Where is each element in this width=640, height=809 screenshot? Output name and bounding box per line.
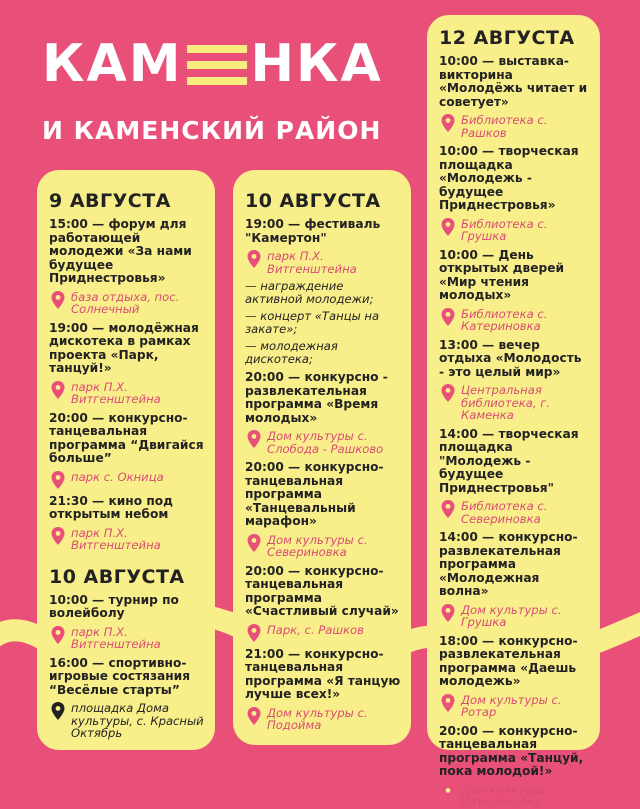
map-pin-icon	[247, 250, 261, 268]
event-location	[49, 291, 205, 316]
event-location	[439, 784, 590, 809]
map-pin-icon	[247, 707, 261, 725]
location-text: парк с. Окница	[71, 469, 164, 484]
map-pin-icon	[441, 114, 455, 132]
location-text: Библиотека с. Севериновка	[461, 499, 548, 526]
day-heading: 12 АВГУСТА	[439, 27, 575, 49]
day-heading: 10 АВГУСТА	[245, 190, 381, 212]
event-title: 15:00 — форум для работающей молодежи «За нами будущее Приднестровья»	[49, 217, 192, 285]
location-text: Дом культуры, с. Катериновка	[461, 782, 566, 809]
event-location	[439, 384, 590, 422]
map-pin-icon	[441, 604, 455, 622]
event-title: 10:00 — выставка-викторина «Молодёжь читает и советует»	[439, 54, 588, 109]
location-text: парк П.Х. Витгенштейна	[71, 624, 161, 651]
event-location	[439, 500, 590, 525]
program-item: — концерт «Танцы на закате»;	[245, 309, 380, 336]
event-title: 14:00 — конкурсно-развлекательная программа «Молодежная волна»	[439, 530, 578, 598]
event-location	[245, 707, 401, 732]
event-location	[439, 604, 590, 629]
schedule-card-aug-9	[37, 170, 215, 750]
event-title: 21:00 — конкурсно-танцевальная программа «Я танцую лучше всех!»	[245, 646, 401, 701]
event-title: 10:00 — творческая площадка «Молодежь - будущее Приднестровья»	[439, 144, 579, 212]
map-pin-icon	[51, 527, 65, 545]
map-pin-icon	[441, 694, 455, 712]
location-text: Дом культуры с. Ротар	[461, 692, 562, 719]
location-text: Парк, с. Рашков	[267, 622, 364, 637]
map-pin-icon	[441, 308, 455, 326]
event-location	[49, 471, 205, 489]
map-pin-icon	[51, 702, 65, 720]
event-title: 13:00 — вечер отдыха «Молодость - это целый мир»	[439, 337, 582, 379]
location-text: Дом культуры с. Грушка	[461, 602, 562, 629]
event-title: 21:30 — кино под открытым небом	[49, 493, 173, 521]
program-item: — молодежная дискотека;	[245, 339, 338, 366]
event-location	[245, 534, 401, 559]
event-title: 20:00 — конкурсно-танцевальная программа «Счастливый случай»	[245, 563, 399, 618]
map-pin-icon	[51, 471, 65, 489]
event-title: 10:00 — День открытых дверей «Мир чтения молодых»	[439, 247, 564, 302]
map-pin-icon	[247, 624, 261, 642]
page-subtitle: И КАМЕНСКИЙ РАЙОН	[42, 116, 382, 145]
title-part-2: НКА	[250, 34, 383, 94]
event-location	[245, 250, 401, 275]
schedule-card-aug-10	[233, 170, 411, 745]
location-text: Библиотека с. Катериновка	[461, 306, 548, 333]
event-location	[49, 702, 205, 740]
event-location	[439, 308, 590, 333]
day-heading: 9 АВГУСТА	[49, 190, 171, 212]
location-text: площадка Дома культуры, с. Красный Октябрь	[71, 701, 204, 740]
location-text: Библиотека с. Грушка	[461, 216, 548, 243]
location-text: Дом культуры с. Подойма	[267, 705, 368, 732]
map-pin-icon	[441, 218, 455, 236]
day-heading: 10 АВГУСТА	[49, 565, 185, 588]
location-text: парк П.Х. Витгенштейна	[71, 379, 161, 406]
event-location	[245, 624, 401, 642]
location-text: парк П.Х. Витгенштейна	[267, 249, 357, 276]
location-text: Центральная библиотека, г. Каменка	[461, 383, 551, 422]
event-location	[49, 626, 205, 651]
page-title	[42, 34, 383, 94]
map-pin-icon	[51, 381, 65, 399]
event-location	[49, 381, 205, 406]
event-location	[439, 218, 590, 243]
map-pin-icon	[441, 384, 455, 402]
event-title: 19:00 — молодёжная дискотека в рамках проекта «Парк, танцуй!»	[49, 320, 199, 375]
map-pin-icon	[51, 291, 65, 309]
event-title: 14:00 — творческая площадка "Молодежь - будущее Приднестровья"	[439, 426, 579, 495]
event-title: 18:00 — конкурсно-развлекательная программа «Даешь молодежь»	[439, 633, 578, 688]
event-title: 20:00 — конкурсно-танцевальная программа «Танцевальный марафон»	[245, 460, 384, 528]
event-title: 19:00 — фестиваль "Камертон"	[245, 217, 381, 245]
location-text: Библиотека с. Рашков	[461, 113, 548, 140]
title-e-logo	[187, 45, 247, 85]
event-location	[245, 430, 401, 455]
location-text: парк П.Х. Витгенштейна	[71, 525, 161, 552]
event-location	[439, 114, 590, 139]
event-title: 20:00 — конкурсно-танцевальная программа “Двигайся больше”	[49, 410, 204, 465]
map-pin-icon	[441, 500, 455, 518]
map-pin-icon	[441, 784, 455, 802]
event-title: 10:00 — турнир по волейболу	[49, 592, 179, 620]
title-part-1: КАМ	[42, 34, 183, 94]
schedule-card-aug-12	[427, 15, 600, 809]
event-location	[49, 527, 205, 552]
map-pin-icon	[247, 430, 261, 448]
location-text: Дом культуры с. Слобода - Рашково	[267, 429, 384, 456]
event-location	[439, 694, 590, 719]
map-pin-icon	[247, 534, 261, 552]
location-text: база отдыха, пос. Солнечный	[71, 289, 180, 316]
map-pin-icon	[51, 626, 65, 644]
event-title: 20:00 — конкурсно-танцевальная программа «Танцуй, пока молодой!»	[439, 723, 584, 778]
location-text: Дом культуры с. Севериновка	[267, 532, 368, 559]
program-item: — награждение активной молодежи;	[245, 279, 374, 306]
event-title: 16:00 — спортивно-игровые состязания “Весёлые старты”	[49, 655, 191, 697]
event-title: 20:00 — конкурсно - развлекательная программа «Время молодых»	[245, 370, 388, 425]
